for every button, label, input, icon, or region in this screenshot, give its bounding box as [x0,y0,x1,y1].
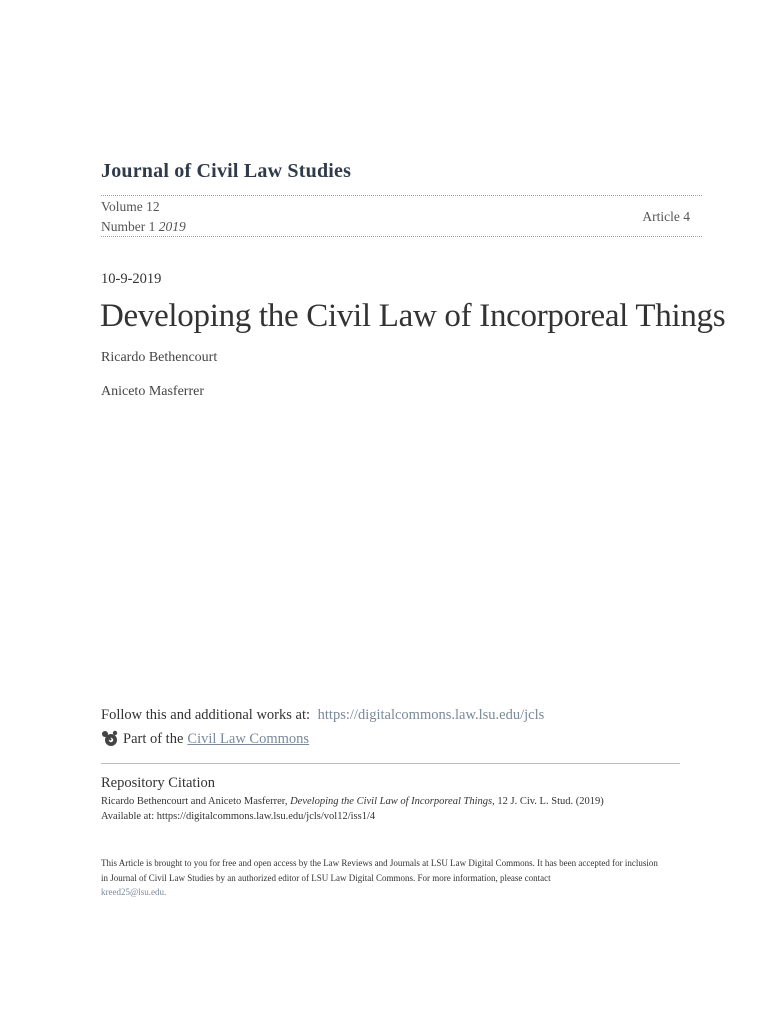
network-icon [101,730,119,748]
citation-divider [101,763,680,764]
header-divider-bottom [101,236,702,237]
article-number[interactable]: Article 4 [642,209,690,224]
article-title: Developing the Civil Law of Incorporeal Things [100,298,726,334]
author-name: Aniceto Masferrer [101,384,205,399]
publication-date: 10-9-2019 [101,271,162,287]
citation-reference: , 12 J. Civ. L. Stud. (2019) [492,796,604,807]
author-name: Ricardo Bethencourt [101,350,218,365]
available-at-text: Available at: https://digitalcommons.law.lsu.edu/jcls/vol12/iss1/4 [101,811,376,822]
part-of-line [101,730,309,748]
journal-title[interactable]: Journal of Civil Law Studies [101,160,352,182]
issue-number-label[interactable]: Number 1 [101,219,156,234]
volume-label[interactable]: Volume 12 [101,199,160,214]
header-divider-top [101,195,702,196]
citation-authors: Ricardo Bethencourt and Aniceto Masferrer, [101,796,288,807]
issue-number [101,219,186,235]
part-of-label: Part of the [123,730,184,747]
repository-citation-heading: Repository Citation [101,775,215,791]
follow-line [101,707,544,724]
citation-title: Developing the Civil Law of Incorporeal Things [290,796,493,807]
citation-text [101,796,604,807]
follow-url-link[interactable]: https://digitalcommons.law.lsu.edu/jcls [317,707,545,723]
contact-email-link[interactable]: kreed25@lsu.edu. [101,887,167,897]
open-access-notice [101,856,661,900]
follow-label: Follow this and additional works at: [101,707,311,723]
civil-law-commons-link[interactable]: Civil Law Commons [187,730,310,747]
notice-text: This Article is brought to you for free and open access by the Law Reviews and Journals at LSU Law Digital Commons. It has been accepted for inclusion in Journal of Civil Law Studies by an authorized editor of LSU Law Digital Commons. For more information, please contact [101,858,658,883]
issue-year: 2019 [158,219,186,234]
